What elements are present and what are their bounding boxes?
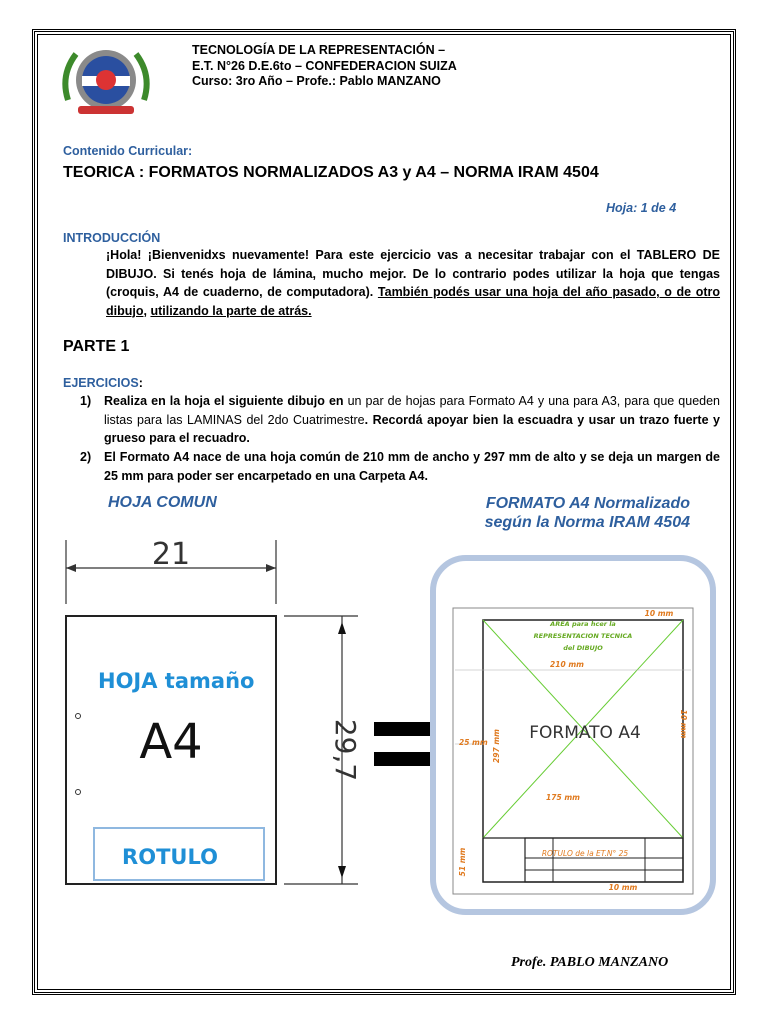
page-counter: Hoja: 1 de 4 [606, 201, 677, 215]
area-label-1: AREA para hcer la [550, 620, 616, 628]
header-title: TECNOLOGÍA DE LA REPRESENTACIÓN – [192, 43, 446, 57]
curricular-label: Contenido Curricular: [63, 144, 193, 158]
intro-paragraph: ¡Hola! ¡Bienvenidxs nuevamente! Para este ejercicio vas a necesitar trabajar con el TABLERO DE DIBUJO. Si tenés hoja de lámina, mucho mejor. De lo contrario podes utilizar la hoja que tengas (croquis, A4 de cuaderno, de computadora). También podés usar una hoja del año pasado, o de otro dibujo, utilizando la parte de atrás. [106, 248, 721, 318]
right-caption: FORMATO A4 Normalizado según la Norma IRAM 4504 [484, 495, 690, 531]
header-school: E.T. N°26 D.E.6to – CONFEDERACION SUIZA [192, 59, 457, 73]
school-logo [58, 40, 154, 122]
page-title: TEORICA : FORMATOS NORMALIZADOS A3 y A4 – NORMA IRAM 4504 [63, 164, 599, 181]
exercise-item-1: 1) Realiza en la hoja el siguiente dibujo en un par de hojas para Formato A4 y una para A3, para que queden listas para las LAMINAS del 2do Cuatrimestre. Recordá apoyar bien la escuadra y usar un trazo fuerte y grueso para el recuadro. [80, 394, 720, 445]
a4-format-drawing [445, 600, 705, 900]
bottom-margin-label: 10 mm [608, 883, 638, 892]
left-margin-label: 25 mm [459, 738, 488, 747]
header-course: Curso: 3ro Año – Profe.: Pablo MANZANO [192, 74, 441, 88]
right-margin-label: 10 mm [679, 709, 688, 739]
equals-bar-bottom [374, 752, 430, 766]
rotulo-height-label: 51 mm [458, 847, 467, 877]
height-dimension: 29,7 [329, 718, 362, 782]
height-297-label: 297 mm [492, 729, 501, 763]
top-margin-label: 10 mm [644, 609, 674, 618]
part-heading: PARTE 1 [63, 338, 130, 355]
sheet-a4-label: A4 [139, 714, 203, 770]
sheet-label: HOJA tamaño [98, 669, 255, 693]
left-caption: HOJA COMUN [108, 494, 217, 511]
area-label-3: del DIBUJO [563, 644, 603, 652]
width-dimension: 21 [151, 537, 191, 572]
exercises-heading: EJERCICIOS: [63, 376, 143, 390]
hoja-comun-drawing [58, 530, 368, 900]
equals-bar-top [374, 722, 430, 736]
footer-signature: Profe. PABLO MANZANO [511, 955, 669, 970]
rotulo-a4-label: ROTULO de la ET.N° 25 [541, 849, 629, 858]
rotulo-label: ROTULO [122, 845, 218, 869]
width-210-label: 210 mm [550, 660, 584, 669]
intro-heading: INTRODUCCIÓN [63, 231, 161, 245]
formato-a4-label: FORMATO A4 [529, 723, 641, 743]
exercise-item-2: 2) El Formato A4 nace de una hoja común de 210 mm de ancho y 297 mm de alto y se deja un margen de 25 mm para poder ser encarpetado en una Carpeta A4. [80, 450, 720, 483]
width-175-label: 175 mm [546, 793, 580, 802]
area-label-2: REPRESENTACION TECNICA [533, 632, 633, 640]
